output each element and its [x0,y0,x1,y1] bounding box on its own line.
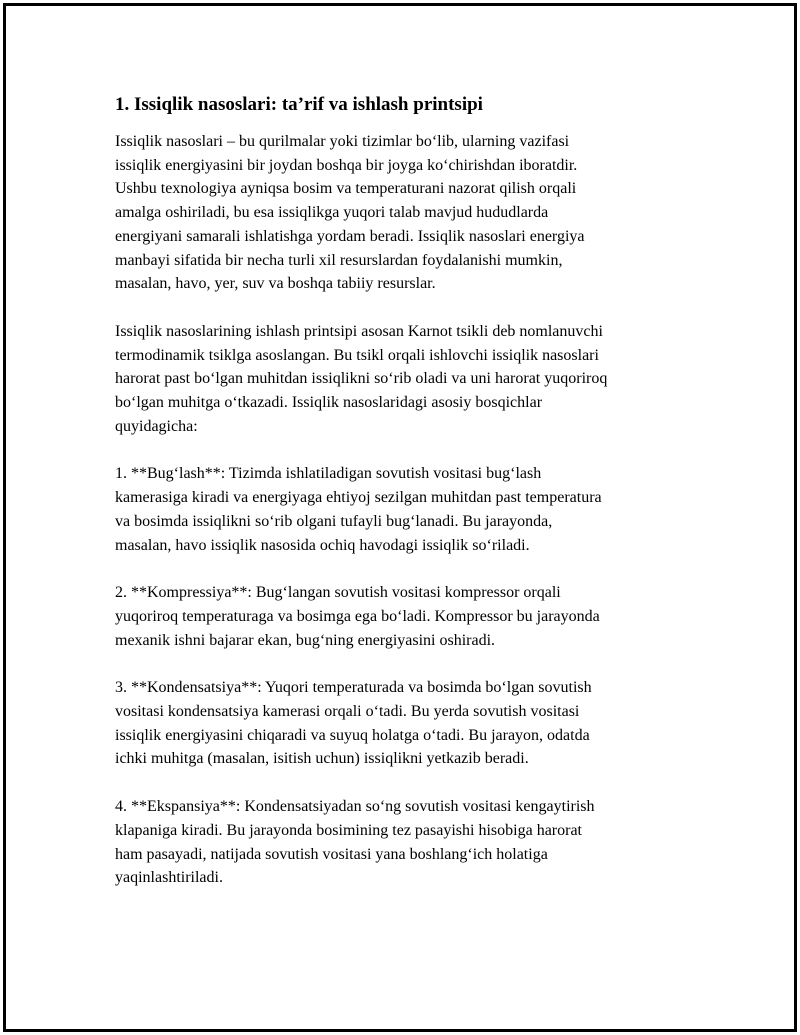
text-line: klapaniga kiradi. Bu jarayonda bosimining tez pasayishi hisobiga harorat [115,821,582,839]
section-heading: 1. Issiqlik nasoslari: ta’rif va ishlash printsipi [115,94,483,115]
paragraph [115,676,695,771]
text-line: Ushbu texnologiya ayniqsa bosim va temperaturani nazorat qilish orqali [115,180,577,198]
text-line: 4. **Ekspansiya**: Kondensatsiyadan so‘ng sovutish vositasi kengaytirish [115,798,595,816]
text-line: va bosimda issiqlikni so‘rib olgani tufayli bug‘lanadi. Bu jarayonda, [115,512,553,530]
text-line: harorat past bo‘lgan muhitdan issiqlikni so‘rib oladi va uni harorat yuqoriroq [115,370,608,388]
paragraph [115,581,695,652]
text-line: quyidagicha: [115,417,198,435]
text-line: yuqoriroq temperaturaga va bosimga ega bo‘ladi. Kompressor bu jarayonda [115,607,600,625]
text-line: vositasi kondensatsiya kamerasi orqali o‘tadi. Bu yerda sovutish vositasi [115,703,580,721]
paragraph [115,130,695,296]
text-line: bo‘lgan muhitga o‘tkazadi. Issiqlik nasoslaridagi asosiy bosqichlar [115,394,543,412]
paragraph [115,795,695,890]
text-line: amalga oshiriladi, bu esa issiqlikga yuqori talab mavjud hududlarda [115,204,549,222]
document-body [115,92,695,914]
text-line: 1. **Bug‘lash**: Tizimda ishlatiladigan sovutish vositasi bug‘lash [115,465,542,483]
text-line: ichki muhitga (masalan, isitish uchun) issiqlikni yetkazib beradi. [115,750,529,768]
text-line: yaqinlashtiriladi. [115,869,223,887]
text-line: Issiqlik nasoslarining ishlash printsipi asosan Karnot tsikli deb nomlanuvchi [115,322,603,340]
text-line: 3. **Kondensatsiya**: Yuqori temperaturada va bosimda bo‘lgan sovutish [115,679,592,697]
text-line: Issiqlik nasoslari – bu qurilmalar yoki tizimlar bo‘lib, ularning vazifasi [115,133,570,150]
paragraph-list [115,130,695,890]
text-line: ham pasayadi, natijada sovutish vositasi yana boshlang‘ich holatiga [115,845,548,863]
text-line: issiqlik energiyasini bir joydan boshqa bir joyga ko‘chirishdan iboratdir. [115,156,578,174]
paragraph [115,462,695,557]
text-line: kamerasiga kiradi va energiyaga ehtiyoj sezilgan muhitdan past temperatura [115,489,602,507]
text-line: energiyani samarali ishlatishga yordam beradi. Issiqlik nasoslari energiya [115,227,585,245]
text-line: manbayi sifatida bir necha turli xil resurslardan foydalanishi mumkin, [115,251,563,269]
paragraph [115,320,695,439]
text-line: issiqlik energiyasini chiqaradi va suyuq holatga o‘tadi. Bu jarayon, odatda [115,726,590,744]
text-line: masalan, havo issiqlik nasosida ochiq havodagi issiqlik so‘riladi. [115,536,530,554]
text-line: termodinamik tsiklga asoslangan. Bu tsikl orqali ishlovchi issiqlik nasoslari [115,346,599,364]
text-line: masalan, havo, yer, suv va boshqa tabiiy resurslar. [115,275,436,293]
text-line: 2. **Kompressiya**: Bug‘langan sovutish vositasi kompressor orqali [115,584,561,602]
text-line: mexanik ishni bajarar ekan, bug‘ning energiyasini oshiradi. [115,631,496,649]
